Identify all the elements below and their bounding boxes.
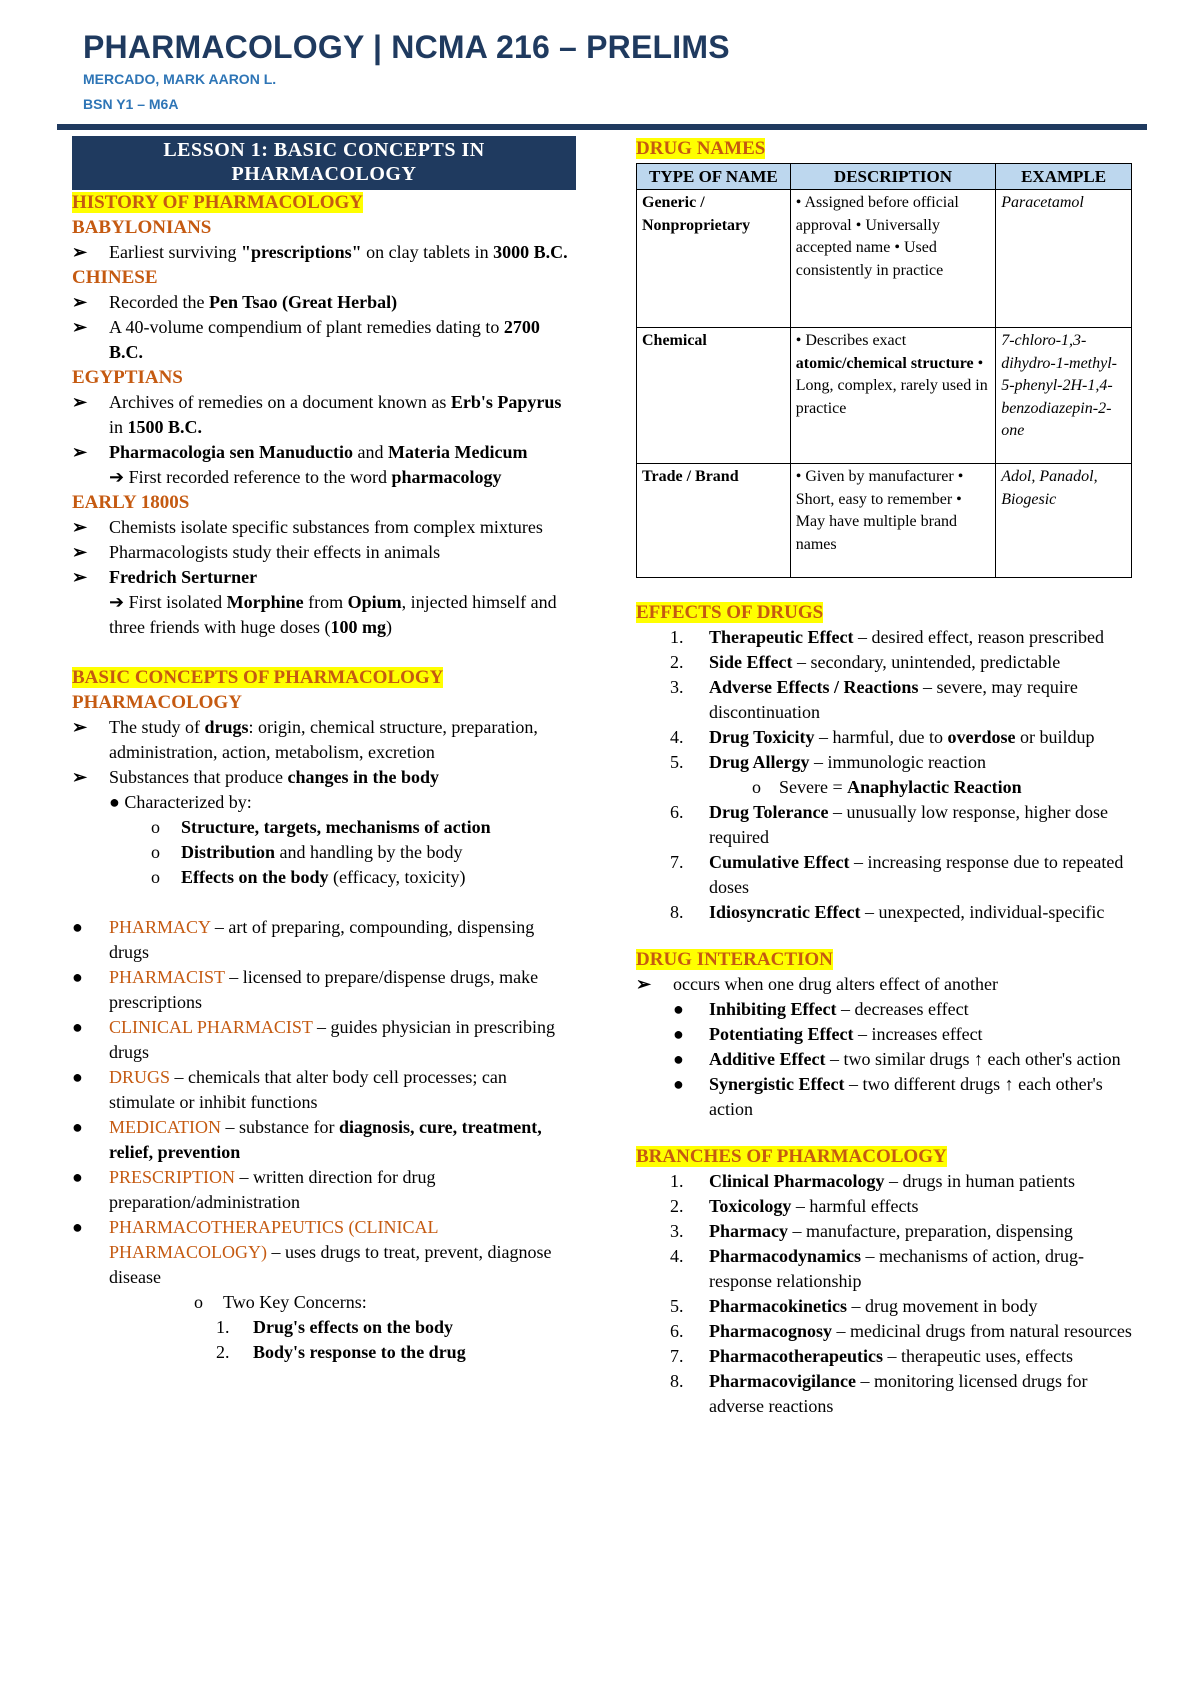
basic-concepts-heading: BASIC CONCEPTS OF PHARMACOLOGY: [72, 667, 444, 688]
list-item: 8. Pharmacovigilance – monitoring licensed drugs for adverse reactions: [670, 1371, 1088, 1416]
list-item: ➢ Substances that produce changes in the body: [72, 765, 576, 790]
header-divider: [57, 124, 1147, 130]
list-item: 6. Pharmacognosy – medicinal drugs from natural resources: [670, 1321, 1132, 1341]
list-item: o Two Key Concerns:: [194, 1292, 367, 1312]
table-cell: Adol, Panadol, Biogesic: [996, 464, 1132, 578]
term-item: ● PRESCRIPTION – written direction for drug preparation/administration: [72, 1167, 436, 1212]
list-item: 2. Body's response to the drug: [216, 1342, 466, 1362]
list-item: 7. Cumulative Effect – increasing response due to repeated doses: [670, 852, 1124, 897]
list-item: ➢ Pharmacologia sen Manuductio and Materia Medicum: [72, 440, 576, 465]
table-cell: 7-chloro-1,3-dihydro-1-methyl-5-phenyl-2H-1,4-benzodiazepin-2-one: [996, 328, 1132, 464]
characterized-label: ● Characterized by:: [109, 792, 252, 812]
history-heading: HISTORY OF PHARMACOLOGY: [72, 192, 364, 213]
class-section: BSN Y1 – M6A: [83, 96, 179, 112]
table-header-row: [637, 164, 1132, 190]
table-cell: • Given by manufacturer • Short, easy to remember • May have multiple brand names: [790, 464, 995, 578]
right-column: [636, 136, 1134, 1419]
arrow-bullet-icon: ➢: [636, 974, 652, 994]
effects-heading: EFFECTS OF DRUGS: [636, 602, 824, 623]
drug-names-heading: DRUG NAMES: [636, 138, 766, 159]
list-item: ➢ Fredrich Serturner: [72, 565, 576, 590]
table-cell: Generic / Nonproprietary: [637, 190, 791, 328]
branches-heading: BRANCHES OF PHARMACOLOGY: [636, 1146, 947, 1167]
list-item: ➢ Archives of remedies on a document known as Erb's Papyrus in 1500 B.C.: [72, 392, 562, 437]
list-item: 4. Drug Toxicity – harmful, due to overdose or buildup: [670, 727, 1095, 747]
arrow-bullet-icon: ➢: [72, 767, 88, 787]
list-item: 5. Drug Allergy – immunologic reaction: [670, 752, 986, 772]
document-header: [83, 27, 1143, 112]
column-header: TYPE OF NAME: [637, 164, 791, 190]
list-item: 1. Clinical Pharmacology – drugs in human patients: [670, 1171, 1075, 1191]
list-item: ➢ Recorded the Pen Tsao (Great Herbal): [72, 290, 576, 315]
pharmacology-subheading: PHARMACOLOGY: [72, 692, 242, 713]
arrow-bullet-icon: ➢: [72, 317, 88, 337]
term-item: ● DRUGS – chemicals that alter body cell processes; can stimulate or inhibit functions: [72, 1067, 507, 1112]
table-row: [637, 190, 1132, 328]
list-item: ● Inhibiting Effect – decreases effect: [673, 999, 969, 1019]
list-item: 1. Drug's effects on the body: [216, 1317, 453, 1337]
list-item: o Effects on the body (efficacy, toxicity): [151, 867, 466, 887]
list-item: 2. Toxicology – harmful effects: [670, 1196, 919, 1216]
arrow-bullet-icon: ➢: [72, 442, 88, 462]
table-row: [637, 464, 1132, 578]
list-item: 4. Pharmacodynamics – mechanisms of action, drug-response relationship: [670, 1246, 1084, 1291]
table-row: [637, 328, 1132, 464]
list-item: ➢ Earliest surviving "prescriptions" on clay tablets in 3000 B.C.: [72, 240, 576, 265]
table-cell: Paracetamol: [996, 190, 1132, 328]
table-cell: Trade / Brand: [637, 464, 791, 578]
list-item: ● Potentiating Effect – increases effect: [673, 1024, 983, 1044]
arrow-bullet-icon: ➢: [72, 567, 88, 587]
table-cell: Chemical: [637, 328, 791, 464]
term-item: ● CLINICAL PHARMACIST – guides physician in prescribing drugs: [72, 1017, 555, 1062]
term-item: ● PHARMACY – art of preparing, compounding, dispensing drugs: [72, 917, 535, 962]
left-column: [72, 136, 576, 1365]
term-item: ● MEDICATION – substance for diagnosis, cure, treatment, relief, prevention: [72, 1117, 542, 1162]
arrow-bullet-icon: ➢: [72, 542, 88, 562]
column-header: EXAMPLE: [996, 164, 1132, 190]
list-item: 2. Side Effect – secondary, unintended, predictable: [670, 652, 1061, 672]
list-item: ● Additive Effect – two similar drugs ↑ each other's action: [673, 1049, 1121, 1069]
chinese-title: CHINESE: [72, 267, 158, 288]
list-item: ➢ A 40-volume compendium of plant remedies dating to 2700 B.C.: [72, 317, 540, 362]
list-item: 6. Drug Tolerance – unusually low response, higher dose required: [670, 802, 1108, 847]
list-item: 3. Adverse Effects / Reactions – severe, may require discontinuation: [670, 677, 1078, 722]
arrow-bullet-icon: ➢: [72, 242, 88, 262]
list-item: ● Synergistic Effect – two different drugs ↑ each other's action: [673, 1074, 1103, 1119]
arrow-bullet-icon: ➢: [72, 717, 88, 737]
list-item: 8. Idiosyncratic Effect – unexpected, individual-specific: [670, 902, 1105, 922]
note: ➔ First isolated Morphine from Opium, injected himself and three friends with huge doses (100 mg): [109, 592, 557, 637]
list-item: 5. Pharmacokinetics – drug movement in body: [670, 1296, 1038, 1316]
arrow-bullet-icon: ➢: [72, 292, 88, 312]
author-name: MERCADO, MARK AARON L.: [83, 71, 277, 87]
list-item: 3. Pharmacy – manufacture, preparation, dispensing: [670, 1221, 1073, 1241]
column-header: DESCRIPTION: [790, 164, 995, 190]
arrow-bullet-icon: ➢: [72, 392, 88, 412]
lesson-banner: LESSON 1: BASIC CONCEPTS IN PHARMACOLOGY: [72, 136, 576, 190]
list-item: o Structure, targets, mechanisms of action: [151, 817, 491, 837]
list-item: o Severe = Anaphylactic Reaction: [752, 777, 1022, 797]
term-item: ● PHARMACOTHERAPEUTICS (CLINICAL PHARMACOLOGY) – uses drugs to treat, prevent, diagnose disease: [72, 1217, 552, 1287]
drug-names-table: [636, 163, 1132, 578]
list-item: 7. Pharmacotherapeutics – therapeutic uses, effects: [670, 1346, 1074, 1366]
table-cell: • Assigned before official approval • Universally accepted name • Used consistently in practice: [790, 190, 995, 328]
interaction-heading: DRUG INTERACTION: [636, 949, 833, 970]
list-item: o Distribution and handling by the body: [151, 842, 463, 862]
document-title: PHARMACOLOGY | NCMA 216 – PRELIMS: [83, 29, 730, 65]
term-item: ● PHARMACIST – licensed to prepare/dispense drugs, make prescriptions: [72, 967, 539, 1012]
arrow-bullet-icon: ➢: [72, 517, 88, 537]
list-item: ➢ Pharmacologists study their effects in animals: [72, 540, 576, 565]
babylonians-title: BABYLONIANS: [72, 217, 212, 238]
early-1800s-title: EARLY 1800S: [72, 492, 190, 513]
table-cell: • Describes exact atomic/chemical structure • Long, complex, rarely used in practice: [790, 328, 995, 464]
egyptians-title: EGYPTIANS: [72, 367, 183, 388]
note: ➔ First recorded reference to the word pharmacology: [109, 467, 502, 487]
list-item: ➢ occurs when one drug alters effect of another: [636, 972, 1134, 997]
list-item: ➢ The study of drugs: origin, chemical structure, preparation, administration, action, metabolism, excretion: [72, 717, 538, 762]
list-item: ➢ Chemists isolate specific substances from complex mixtures: [72, 515, 576, 540]
list-item: 1. Therapeutic Effect – desired effect, reason prescribed: [670, 627, 1105, 647]
